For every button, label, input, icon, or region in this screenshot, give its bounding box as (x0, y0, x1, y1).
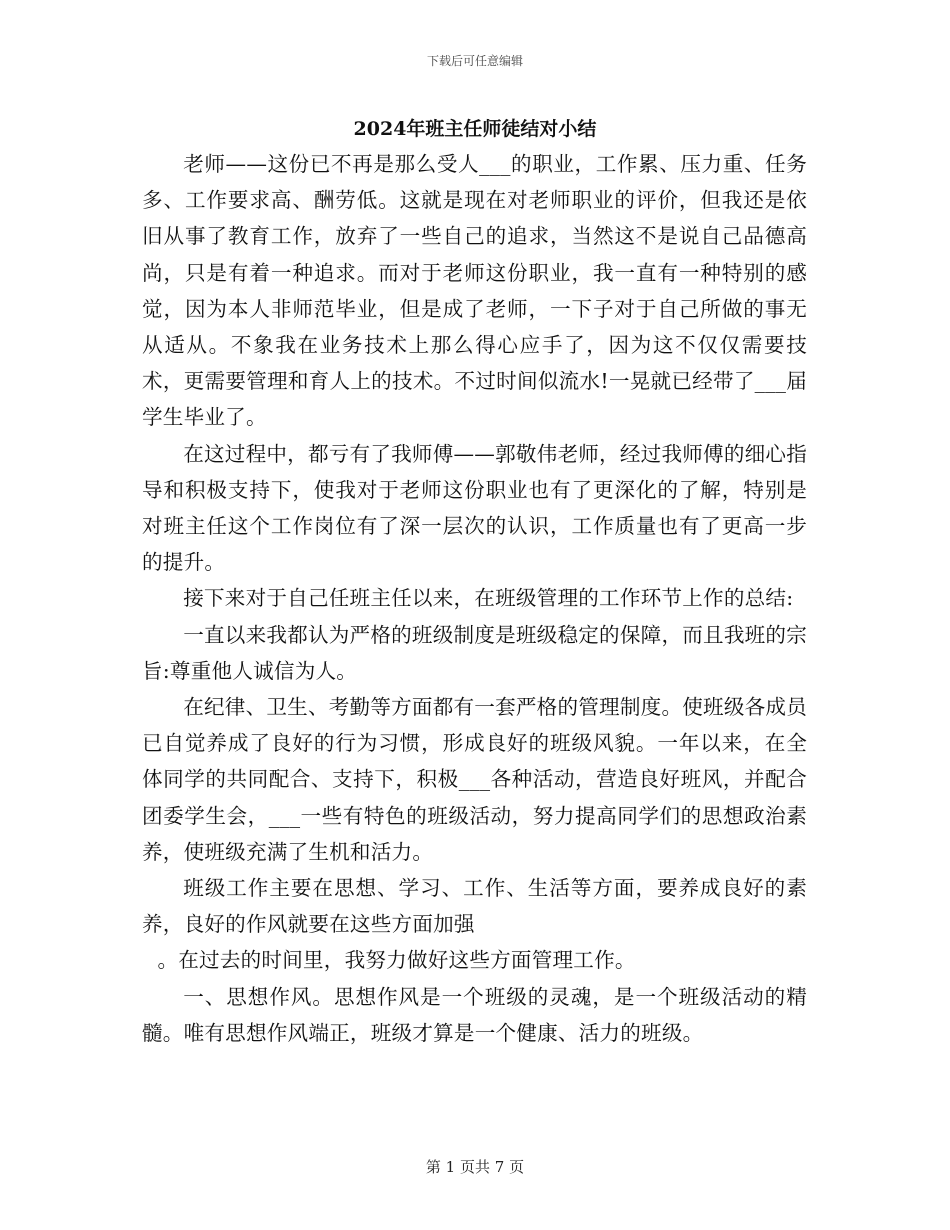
paragraph-6: 班级工作主要在思想、学习、工作、生活等方面，要养成良好的素养，良好的作风就要在这些方面加强 (142, 876, 807, 937)
document-body (142, 146, 807, 1051)
document-title: 2024年班主任师徒结对小结 (353, 118, 597, 140)
paragraph-3: 接下来对于自己任班主任以来，在班级管理的工作环节上作的总结: (183, 586, 794, 611)
download-note: 下载后可任意编辑 (426, 54, 523, 68)
paragraph-4: 一直以来我都认为严格的班级制度是班级稳定的保障，而且我班的宗旨:尊重他人诚信为人。 (142, 622, 807, 683)
page-number: 第 1 页共 7 页 (425, 1158, 525, 1176)
paragraph-5: 在纪律、卫生、考勤等方面都有一套严格的管理制度。使班级各成员已自觉养成了良好的行为习惯，形成良好的班级风貌。一年以来，在全体同学的共同配合、支持下，积极___各种活动，营造良好班风，并配合团委学生会，___一些有特色的班级活动，努力提高同学们的思想政治素养，使班级充满了生机和活力。 (142, 695, 807, 864)
paragraph-2: 在这过程中，都亏有了我师傅——郭敬伟老师，经过我师傅的细心指导和积极支持下，使我对于老师这份职业也有了更深化的了解，特别是对班主任这个工作岗位有了深一层次的认识，工作质量也有了更高一步的提升。 (142, 441, 807, 575)
paragraph-1: 老师——这份已不再是那么受人___的职业，工作累、压力重、任务多、工作要求高、酬劳低。这就是现在对老师职业的评价，但我还是依旧从事了教育工作，放弃了一些自己的追求，当然这不是说自己品德高尚，只是有着一种追求。而对于老师这份职业，我一直有一种特别的感觉，因为本人非师范毕业，但是成了老师，一下子对于自己所做的事无从适从。不象我在业务技术上那么得心应手了，因为这不仅仅需要技术，更需要管理和育人上的技术。不过时间似流水!一晃就已经带了___届学生毕业了。 (142, 152, 807, 430)
paragraph-7: 。在过去的时间里，我努力做好这些方面管理工作。 (157, 948, 636, 973)
paragraph-8: 一、思想作风。思想作风是一个班级的灵魂，是一个班级活动的精髓。唯有思想作风端正，班级才算是一个健康、活力的班级。 (142, 984, 807, 1045)
